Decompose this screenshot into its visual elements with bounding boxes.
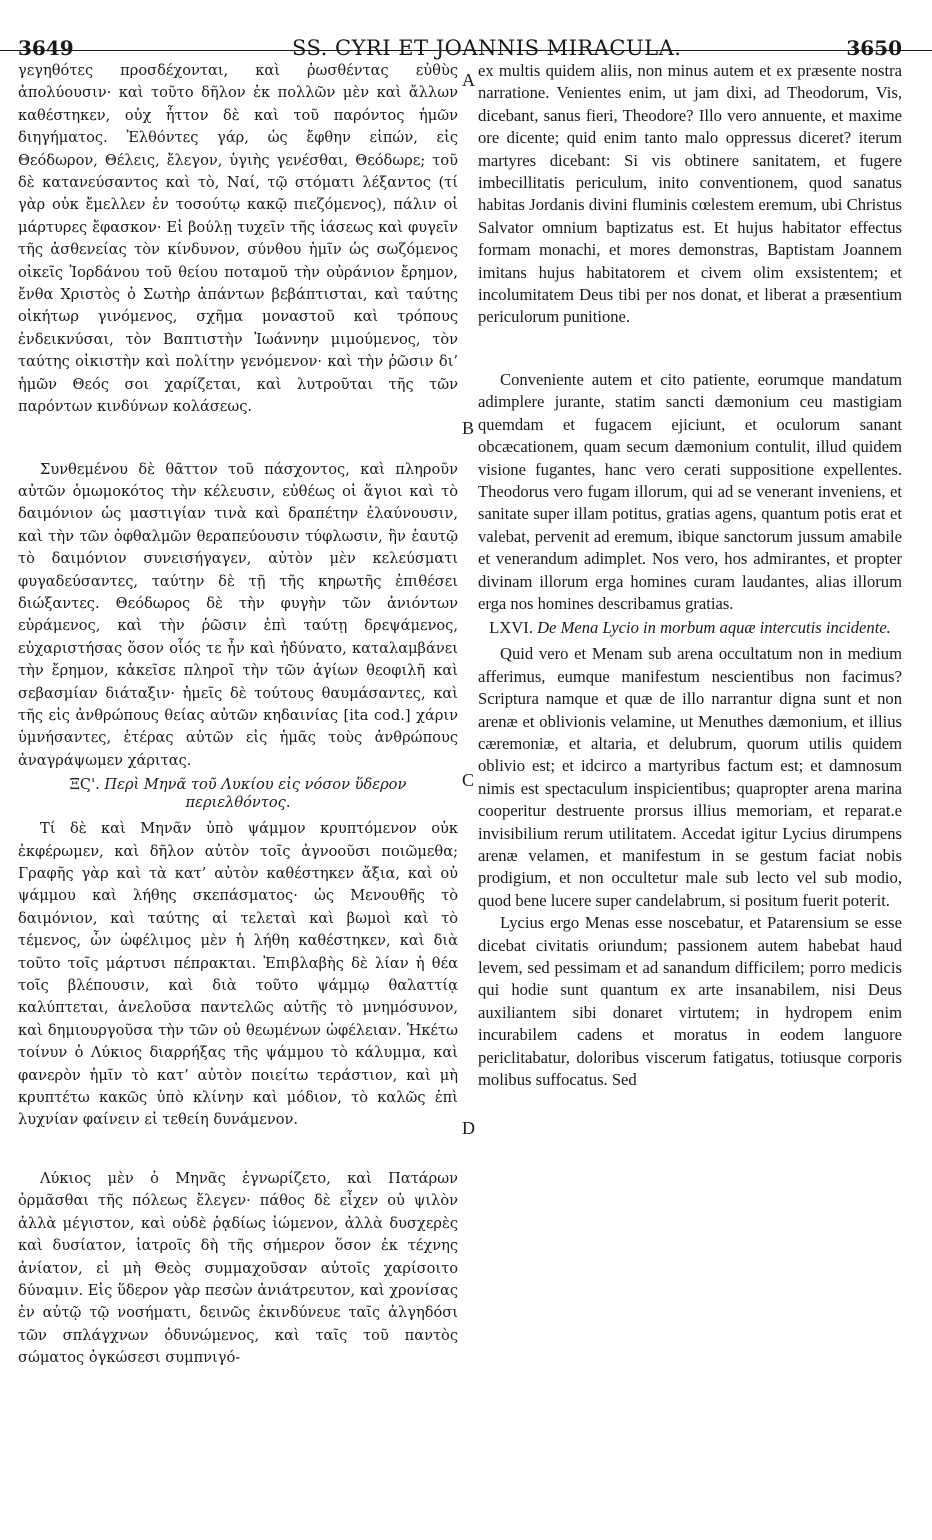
greek-paragraph-3: Τί δὲ καὶ Μηνᾶν ὑπὸ ψάμμον κρυπτόμενον οὐκ ἐκφέρωμεν, καὶ δῆλον αὐτὸν τοῖς ἀγνοοῦσι ποιῶμεθα; Γραφῆς γὰρ καὶ τὰ κατ’ αὐτὸν καθέστηκεν ἄξια, καὶ οὐ ψάμμου καὶ λήθης σκεπάσματος· ὡς Μενουθῆς τὸ δαιμόνιον, καὶ ταύτης αἱ τελεταὶ καὶ βωμοὶ καὶ τὸ τέμενος, ὧν ὠφέλιμος μὲν ἡ λήθη καθέστηκεν, καὶ διὰ τοῦτο τοῖς μάρτυσι πέπρακται. Ἐπιβλαβὴς δὲ λίαν ἡ θέα τοῖς βλέπουσιν, καὶ διὰ τοῦτο ψάμμῳ θαλαττίᾳ καλύπτεται, ἀνελοῦσα παντελῶς αὐτῆς τὸ μνημόσυνον, καὶ δημιουργοῦσα τὴν τῶν οὐ θεωμένων ὠφέλειαν. Ἡκέτω τοίνυν ὁ Λύκιος διαρρήξας τῆς ψάμμου τὸ κάλυμμα, καὶ φανερὸν ἡμῖν τὸ κατ’ αὐτὸν ποιείτω τεράστιον, καὶ μὴ κρυπτέτω κακῶς ὑπὸ κλίνην καὶ μόδιον, τὸ καλῶς ἐπὶ λυχνίαν φαίνειν εἰ τεθείη δυνάμενον. (18, 820, 458, 1129)
greek-column (18, 60, 458, 1370)
latin-section-heading: De Mena Lycio in morbum aquæ intercutis incidente. (537, 618, 891, 638)
latin-paragraph-3: Quid vero et Menam sub arena occultatum non in medium afferimus, eumque manifestum nescientibus non facimus? Scriptura namque et quæ de illo narrantur digna sunt et non arenæ et oblivionis velamine, ut Menuthes dæmonium, et illius cæremoniæ, et altaria, et delubrum, quorum utilis quidem oblivio est; et idcirco a martyribus factum est; et damnosum nimis est spectaculum inspicientibus; quapropter arena marina cooperitur destruente prorsus illius memoriam, et reparat.e invisibilium rerum utilitatem. Accedat igitur Lycius dirumpens arenæ velamen, et manifestum in se gestum faciat nobis prodigium, et non occultetur male sub lecto vel sub modio, quod bene lucere super candelabrum, si positum fuerit poterit. (478, 644, 902, 910)
greek-section-heading: Περὶ Μηνᾶ τοῦ Λυκίου εἰς νόσον ὕδερον περιελθόντος. (104, 776, 407, 812)
column-gap (478, 329, 902, 369)
running-title: SS. CYRI ET JOANNIS MIRACULA. (292, 36, 682, 60)
greek-paragraph-2: Συνθεμένου δὲ θᾶττον τοῦ πάσχοντος, καὶ πληροῦν αὐτῶν ὁμωμοκότος τὴν κέλευσιν, εὐθέως οἱ ἅγιοι καὶ τὸ δαιμόνιον ὡς μαστιγίαν τινὰ καὶ δραπέτην ἐλαύνουσιν, καὶ τὴν τῶν ὀφθαλμῶν θεραπεύουσιν τύφλωσιν, ἣν ἑαυτῷ τὸ δαιμόνιον συνεισήγαγεν, αὐτὸν μὲν κελεύσματι φυγαδεύσαντες, ταύτην δὲ τῇ τῆς κηρωτῆς ἐπιθέσει διώξαντες. Θεόδωρος δὲ τὴν φυγὴν τῶν ἀνιόντων εὑράμενος, καὶ τὴν ῥῶσιν ἐπὶ ταύτῃ δρεψάμενος, εὐχαριστήσας ὅσον οἷός τε ἦν καὶ ἠδύνατο, καταλαμβάνει τὴν ἔρημον, κἀκεῖσε πληροῖ τὴν τῶν ἁγίων θεοφιλῆ καὶ σεβασμίαν διάταξιν· ἡμεῖς δὲ τούτους θαυμάσαντες, καὶ τῆς εἰς ἀνθρώπους θείας αὐτῶν κηδαινίας [ita cod.] χάριν ὑμνήσαντες, ἑτέρας αὐτῶν εἰς ἡμᾶς τοὺς ἀνθρώπους ἀναγράψωμεν χάριτας. (18, 460, 458, 769)
page-header (0, 0, 932, 60)
latin-section-title (478, 619, 902, 637)
margin-marker-d: D (462, 1118, 475, 1138)
page-number-right: 3650 (846, 36, 902, 60)
column-gap (18, 1132, 458, 1168)
latin-paragraph-2: Conveniente autem et cito patiente, eorumque mandatum adimplere jurante, statim sancti dæmonium ceu mastigiam quemdam et fugacem ejiciunt, et oculorum sanant obcæcationem, quam secum dæmonium contulit, illud quidem visione fugantes, hanc vero cerati suppositione expellentes. Theodorus vero fugam illorum, qui ad se venerant inveniens, et sanitate super illam potitus, gratias agens, quantum potis erat et valebat, pervenit ad eremum, ibique sanctorum jussum amabile et venerandum adimplet. Nos vero, hos admirantes, et propter divinam illorum erga homines curam laudantes, alias illorum erga nos homines describamus gratias. (478, 369, 902, 613)
margin-marker-a: A (462, 70, 475, 90)
latin-paragraph-4: Lycius ergo Menas esse noscebatur, et Patarensium se esse dicebat civitatis oriundum; passionem autem habebat haud levem, sed pessimam et ad sanandum difficilem; porro medicis qui hodie sunt quantum ex arte insanabilem, nisi Deus auxiliantem sibi donaret virtutem; in hydropem enim incurabilem cadens et moratus in eodem languore periclitabatur, doloribus viscerum fatigatus, totiusque corporis molibus suffocatus. Sed (478, 913, 902, 1090)
column-gap (18, 419, 458, 459)
greek-section-number: ΞϚ'. (69, 776, 100, 794)
greek-section-title (18, 776, 458, 812)
latin-column (478, 60, 902, 1091)
latin-section-number: LXVI. (489, 618, 533, 638)
margin-marker-c: C (462, 770, 475, 790)
greek-paragraph-4: Λύκιος μὲν ὁ Μηνᾶς ἐγνωρίζετο, καὶ Πατάρων ὁρμᾶσθαι τῆς πόλεως ἔλεγεν· πάθος δὲ εἶχεν οὐ ψιλὸν ἀλλὰ μέγιστον, καὶ οὐδὲ ῥᾳδίως ἰώμενον, ἀλλὰ δυσχερὲς καὶ δυσίατον, ἰατροῖς δὴ τῆς σήμερον ὅσον ἐκ τέχνης ἀνίατον, εἰ μὴ Θεὸς συμμαχοῦσαν αὐτοῖς χαρίσοιτο δύναμιν. Εἰς ὕδερον γὰρ πεσὼν ἀνιάτρευτον, καὶ χρονίσας ἐν αὐτῷ τῷ νοσήματι, δεινῶς ἐκινδύνευε ταῖς ἀλγηδόσι τῶν σπλάγχνων ὀδυνώμενος, καὶ ταῖς τοῦ παντὸς σώματος ὀγκώσεσι συμπνιγό- (18, 1169, 458, 1367)
latin-paragraph-1: ex multis quidem aliis, non minus autem et ex præsente nostra narratione. Venientes enim, ut jam dixi, ad Theodorum, Vis, dicebant, sanus fieri, Theodore? Illo vero annuente, et maxime ore dicente; quid enim tanto malo oppressus diceret? iterum martyres dicebant: Si vis obtinere sanitatem, et fugere imbecillitatis periculum, inito conventionem, quod sanatus habitas Jordanis divini fluminis cœlestem eremum, ubi Christus Salvator omnium baptizatus est. Et hujus habitator effectus formam monachi, et mores demonstras, Baptistam Joannem imitans hujus habitatorem et civem olim exsistentem; et incolumitatem Deus tibi per nos donat, et liberat a præsentium periculorum punitione. (478, 61, 902, 327)
margin-marker-b: B (462, 418, 475, 438)
greek-paragraph-1: γεγηθότες προσδέχονται, καὶ ῥωσθέντας εὐθὺς ἀπολύουσιν· καὶ τοῦτο δῆλον ἐκ πολλῶν μὲν καὶ ἄλλων καθέστηκεν, οὐχ ἧττον δὲ καὶ τοῦ παρόντος ἡμῶν διηγήματος. Ἐλθόντες γάρ, ὡς ἔφθην εἰπών, εἰς Θεόδωρον, Θέλεις, ἔλεγον, ὑγιὴς γενέσθαι, Θεόδωρε; τοῦ δὲ κατανεύσαντος καὶ τὸ, Ναί, τῷ στόματι λέξαντος (τί γὰρ οὐκ ἔμελλεν ἐν τοσούτῳ κακῷ πιεζόμενος), πάλιν οἱ μάρτυρες ἔφασκον· Εἰ βούλῃ τυχεῖν τῆς ἰάσεως καὶ φυγεῖν τῆς ἀσθενείας τὸν κίνδυνον, σύνθου ἡμῖν ὡς σωζόμενος οἰκεῖς Ἰορδάνου τοῦ θείου ποταμοῦ τὴν οὐράνιον ἔρημον, ἔνθα Χριστὸς ὁ Σωτὴρ ἁπάντων βεβάπτισται, καὶ ταύτης οἰκήτωρ γινόμενος, σχῆμα μοναστοῦ καὶ τρόπους ἐνδεικνύσαι, τὸν Βαπτιστὴν Ἰωάννην μιμούμενος, τὸν ταύτης οἰκιστὴν καὶ πολίτην γενόμενον· καὶ τὴν ῥῶσιν δι’ ἡμῶν Θεός σοι χαρίζεται, καὶ λυτροῦται τῆς τῶν παρόντων κινδύνων κολάσεως. (18, 62, 458, 416)
page-number-left: 3649 (18, 36, 74, 60)
